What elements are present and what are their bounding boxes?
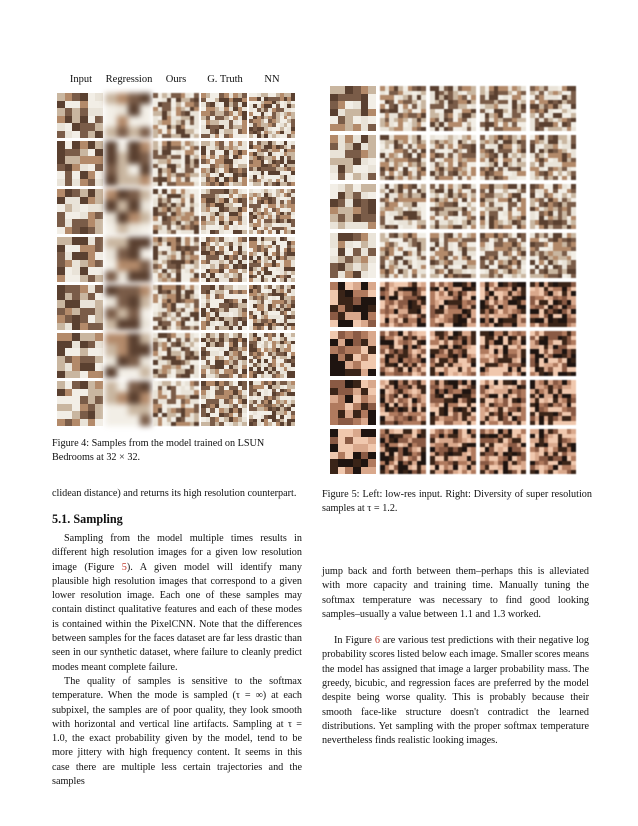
face-superres-thumbnail (380, 429, 426, 474)
bedroom-superres-thumbnail (530, 135, 576, 180)
fig4-header-input: Input (69, 74, 93, 85)
bedroom-sample-thumbnail (249, 285, 295, 330)
paragraph-temperature: The quality of samples is sensitive to the softmax temperature. When the mode is sampled (τ = ∞) at each subpixel, the samples are of poor quality, they look smooth with horizontal and vertical line artifacts. Sampling at τ = 1.0, the exact probability given by the model, tend to be more jittery with high frequency content. It seems in this case there are multiple less certain trajectories and the samples (52, 675, 302, 788)
bedroom-sample-thumbnail (57, 141, 103, 186)
bedroom-sample-thumbnail (105, 285, 151, 330)
fig5-caption: Figure 5: Left: low-res input. Right: Diversity of super resolution samples at τ = 1.2. (322, 489, 592, 514)
bedroom-superres-thumbnail (530, 86, 576, 131)
bedroom-superres-thumbnail (330, 184, 376, 229)
fig4-header-ground-truth: G. Truth (207, 74, 243, 85)
face-superres-thumbnail (530, 331, 576, 376)
bedroom-sample-thumbnail (105, 333, 151, 378)
face-superres-thumbnail (530, 282, 576, 327)
bedroom-sample-thumbnail (153, 381, 199, 426)
left-intro-line: clidean distance) and returns its high resolution counterpart. (52, 488, 297, 499)
right-body (322, 565, 589, 749)
bedroom-superres-thumbnail (480, 135, 526, 180)
fig4-header-ours: Ours (165, 74, 187, 85)
bedroom-sample-thumbnail (57, 381, 103, 426)
fig4-caption: Figure 4: Samples from the model trained on LSUN Bedrooms at 32 × 32. (52, 438, 265, 463)
bedroom-sample-thumbnail (201, 189, 247, 234)
face-superres-thumbnail (530, 429, 576, 474)
fig4-image-grid (57, 93, 295, 426)
paragraph-continuation: jump back and forth between them–perhaps this is alleviated with more capacity and training time. Manually tuning the softmax temperature was necessary to find good looking samples–usually a value between 1.1 and 1.3 worked. (322, 566, 589, 620)
bedroom-sample-thumbnail (249, 333, 295, 378)
bedroom-superres-thumbnail (430, 233, 476, 278)
bedroom-sample-thumbnail (153, 93, 199, 138)
bedroom-superres-thumbnail (480, 233, 526, 278)
left-body (52, 532, 302, 789)
bedroom-sample-thumbnail (57, 285, 103, 330)
fig4-header-nn: NN (264, 74, 280, 85)
face-superres-thumbnail (430, 331, 476, 376)
bedroom-sample-thumbnail (249, 381, 295, 426)
bedroom-sample-thumbnail (105, 141, 151, 186)
bedroom-superres-thumbnail (430, 135, 476, 180)
bedroom-sample-thumbnail (201, 237, 247, 282)
bedroom-sample-thumbnail (249, 189, 295, 234)
bedroom-sample-thumbnail (201, 333, 247, 378)
face-superres-thumbnail (430, 380, 476, 425)
face-superres-thumbnail (480, 282, 526, 327)
bedroom-sample-thumbnail (249, 141, 295, 186)
bedroom-superres-thumbnail (330, 135, 376, 180)
face-superres-thumbnail (330, 282, 376, 327)
face-superres-thumbnail (380, 380, 426, 425)
bedroom-sample-thumbnail (249, 93, 295, 138)
bedroom-superres-thumbnail (380, 86, 426, 131)
face-superres-thumbnail (430, 429, 476, 474)
face-superres-thumbnail (330, 331, 376, 376)
section-title: 5.1. Sampling (52, 512, 123, 526)
bedroom-sample-thumbnail (105, 93, 151, 138)
face-superres-thumbnail (380, 282, 426, 327)
bedroom-sample-thumbnail (105, 237, 151, 282)
bedroom-sample-thumbnail (153, 141, 199, 186)
face-superres-thumbnail (480, 380, 526, 425)
bedroom-superres-thumbnail (330, 86, 376, 131)
bedroom-sample-thumbnail (57, 237, 103, 282)
bedroom-superres-thumbnail (380, 184, 426, 229)
fig5-image-grid (330, 86, 576, 474)
bedroom-sample-thumbnail (201, 141, 247, 186)
bedroom-sample-thumbnail (153, 285, 199, 330)
bedroom-sample-thumbnail (105, 381, 151, 426)
face-superres-thumbnail (330, 429, 376, 474)
face-superres-thumbnail (430, 282, 476, 327)
bedroom-superres-thumbnail (430, 86, 476, 131)
paragraph-figure6: In Figure 6 are various test predictions with their negative log probability scores listed below each image. Smaller scores means the model has assigned that image a larger probability mass. The greedy, bicubic, and regression faces are preferred by the model despite being worse quality. This is probably because their smooth face-like structure doesn't contradict the learned distributions. Yet sampling with the proper softmax temperature nevertheless finds realistic looking images. (322, 635, 589, 747)
bedroom-superres-thumbnail (480, 86, 526, 131)
bedroom-superres-thumbnail (480, 184, 526, 229)
bedroom-sample-thumbnail (201, 285, 247, 330)
bedroom-sample-thumbnail (57, 333, 103, 378)
bedroom-sample-thumbnail (57, 93, 103, 138)
bedroom-superres-thumbnail (380, 135, 426, 180)
face-superres-thumbnail (330, 380, 376, 425)
bedroom-superres-thumbnail (530, 233, 576, 278)
bedroom-sample-thumbnail (201, 93, 247, 138)
bedroom-sample-thumbnail (57, 189, 103, 234)
fig4-header-regression: Regression (105, 74, 153, 85)
face-superres-thumbnail (480, 331, 526, 376)
bedroom-superres-thumbnail (330, 233, 376, 278)
bedroom-superres-thumbnail (530, 184, 576, 229)
face-superres-thumbnail (530, 380, 576, 425)
bedroom-sample-thumbnail (153, 189, 199, 234)
paragraph-sampling: Sampling from the model multiple times results in different high resolution images for a given low resolution image (Figure 5). A given model will identify many plausible high resolution images that correspond to a given lower resolution image. Each one of these samples may contain distinct qualitative features and each of these modes is contained within the PixelCNN. Note that the differences between samples for the faces dataset are far less drastic than seen in our synthetic dataset, where failure to cleanly predict modes meant complete failure. (52, 533, 302, 673)
bedroom-sample-thumbnail (153, 333, 199, 378)
bedroom-superres-thumbnail (380, 233, 426, 278)
bedroom-sample-thumbnail (153, 237, 199, 282)
bedroom-sample-thumbnail (249, 237, 295, 282)
face-superres-thumbnail (380, 331, 426, 376)
figure-5-link[interactable]: 5 (121, 561, 127, 573)
figure-6-link[interactable]: 6 (374, 635, 380, 647)
bedroom-sample-thumbnail (105, 189, 151, 234)
bedroom-sample-thumbnail (201, 381, 247, 426)
face-superres-thumbnail (480, 429, 526, 474)
bedroom-superres-thumbnail (430, 184, 476, 229)
